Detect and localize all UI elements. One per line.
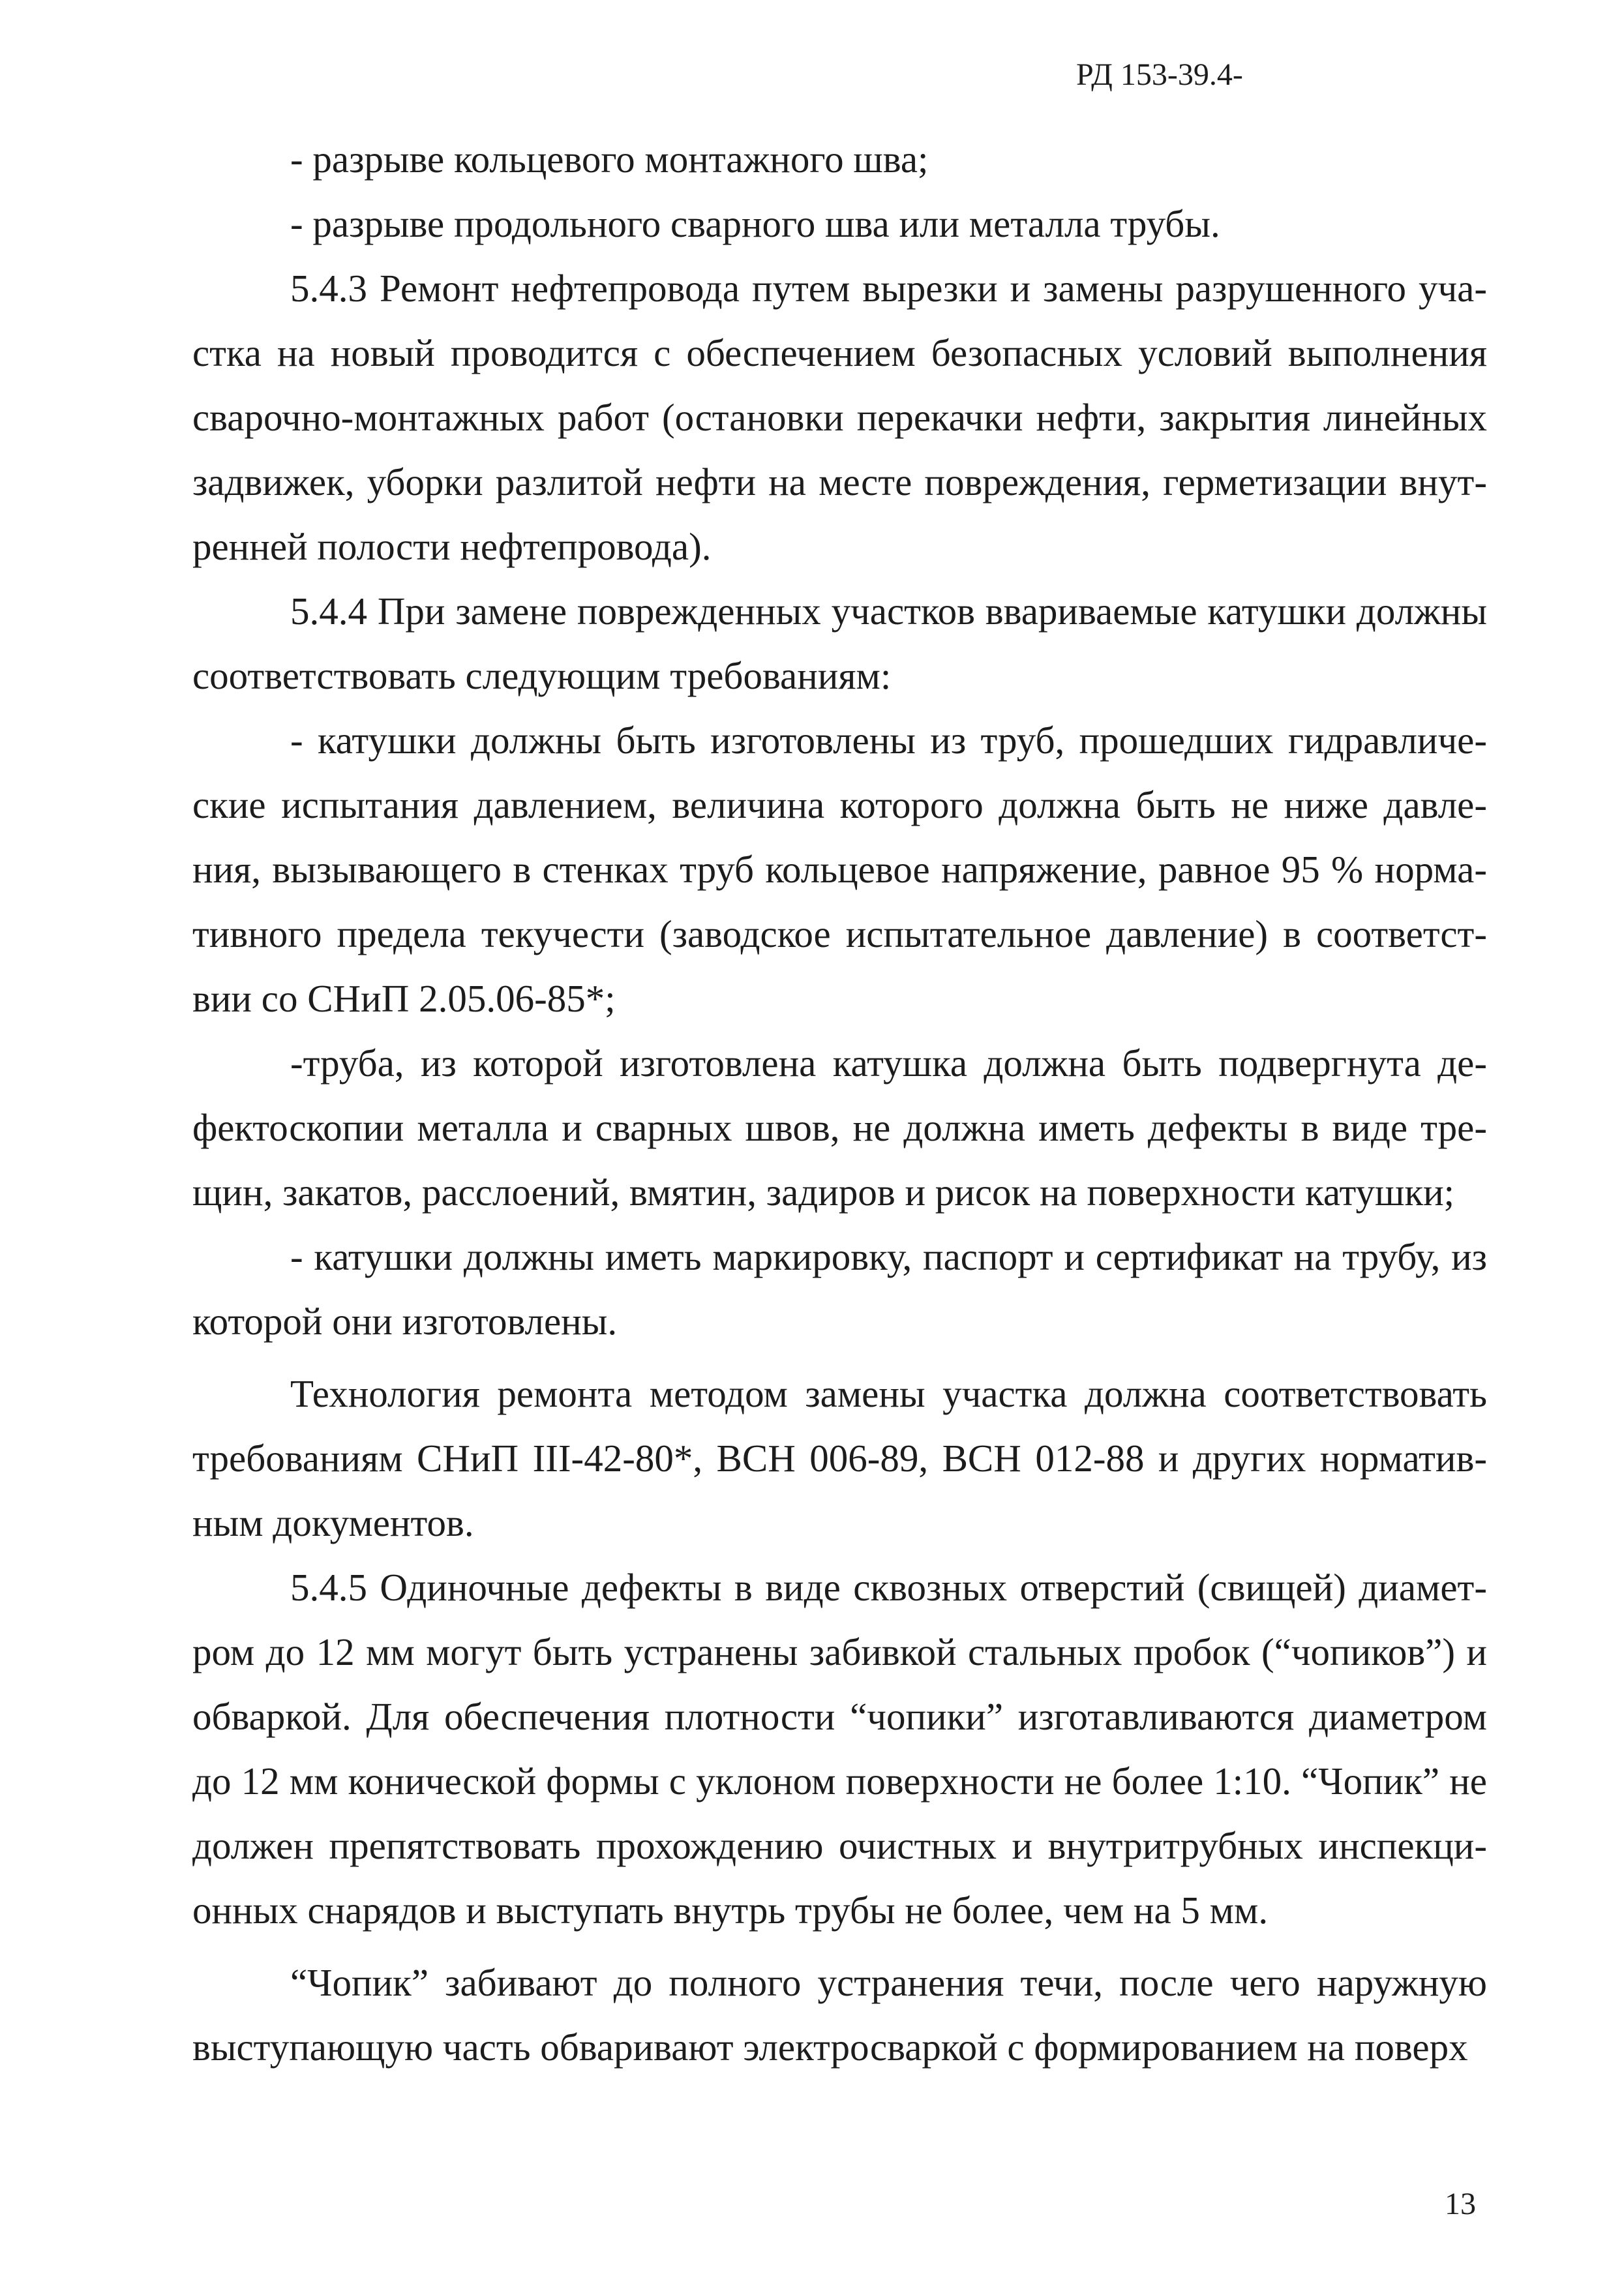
paragraph-5-4-3: 5.4.3 Ремонт нефтепровода путем вырезки и замены разрушенного участка на новый проводится с обеспечением безопасных условий выполнения сварочно-монтажных работ (остановки перекачки нефти, закрытия линейных задвижек, уборки разлитой нефти на месте повреждения, герметизации внутренней полости нефтепровода). [192,267,1487,568]
paragraph-longitudinal-weld-rupture: - разрыве продольного сварного шва или металла трубы. [290,202,1220,245]
document-body [192,127,1487,2080]
paragraph-repair-technology: Технология ремонта методом замены участка должна соответствовать требованиям СНиП III-42-80*, ВСН 006-89, ВСН 012-88 и других нормативным документов. [192,1372,1487,1544]
page-number: 13 [1445,2187,1476,2221]
paragraph-chopik-welding: “Чопик” забивают до полного устранения течи, после чего наружную выступающую часть обваривают электросваркой с формированием на поверх [192,1961,1487,2069]
paragraph-5-4-5: 5.4.5 Одиночные дефекты в виде сквозных отверстий (свищей) диаметром до 12 мм могут быть устранены забивкой стальных пробок (“чопиков”) и обваркой. Для обеспечения плотности “чопики” изготавливаются диаметром до 12 мм конической формы с уклоном поверхности не более 1:10. “Чопик” не должен препятствовать прохождению очистных и внутритрубных инспекционных снарядов и выступать внутрь трубы не более, чем на 5 мм. [192,1566,1487,1932]
paragraph-5-4-4: 5.4.4 При замене поврежденных участков ввариваемые катушки должны соответствовать следующим требованиям: [192,590,1487,697]
document-code: РД 153-39.4- [1076,57,1243,92]
paragraph-ring-weld-rupture: - разрыве кольцевого монтажного шва; [290,138,929,181]
paragraph-spool-marking: - катушки должны иметь маркировку, паспорт и сертификат на трубу, из которой они изготовлены. [192,1235,1487,1343]
paragraph-spool-pipe-testing: - катушки должны быть изготовлены из труб, прошедших гидравлические испытания давлением, величина которого должна быть не ниже давления, вызывающего в стенках труб кольцевое напряжение, равное 95 % нормативного предела текучести (заводское испытательное давление) в соответствии со СНиП 2.05.06-85*; [192,719,1487,1020]
paragraph-spool-defectoscopy: -труба, из которой изготовлена катушка должна быть подвергнута дефектоскопии металла и сварных швов, не должна иметь дефекты в виде трещин, закатов, расслоений, вмятин, задиров и рисок на поверхности катушки; [192,1041,1487,1214]
